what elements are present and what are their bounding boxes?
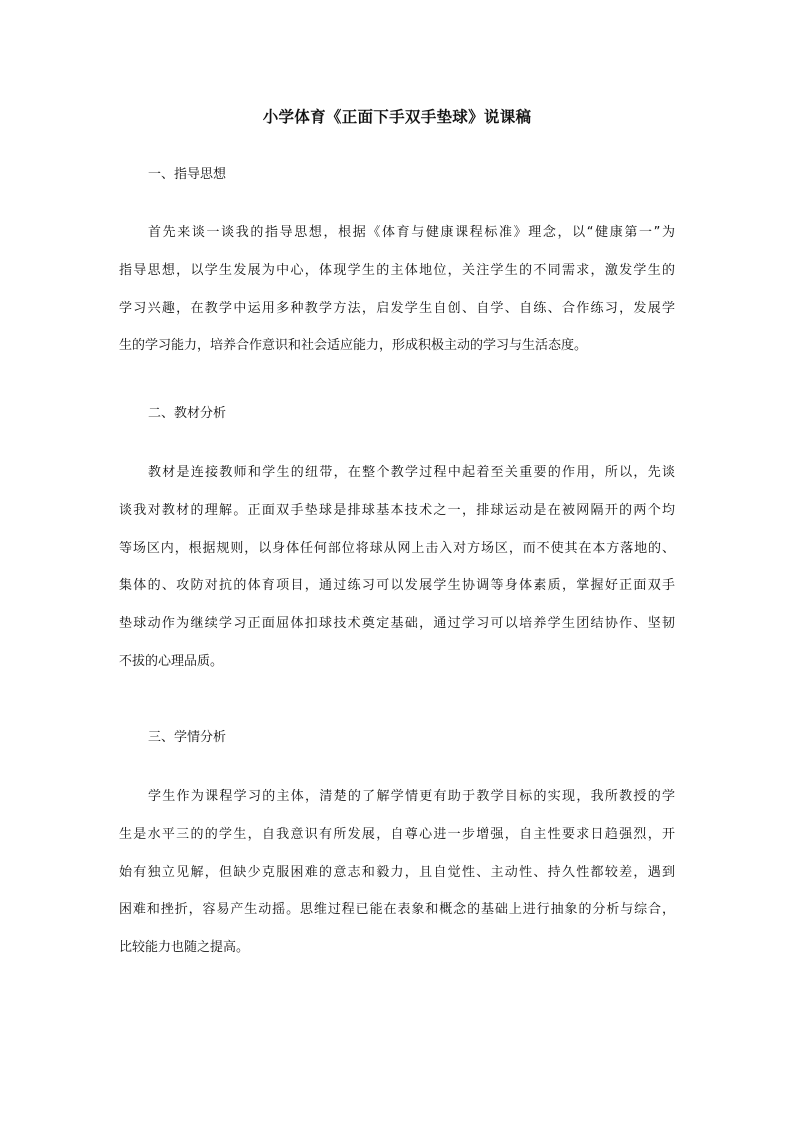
paragraph-line: 生是水平三的的学生，自我意识有所发展，自尊心进一步增强，自主性要求日趋强烈，开 xyxy=(119,826,675,842)
paragraph-line: 始有独立见解，但缺少克服困难的意志和毅力，且自觉性、主动性、持久性都较差，遇到 xyxy=(119,864,675,880)
paragraph-line: 垫球动作为继续学习正面屈体扣球技术奠定基础，通过学习可以培养学生团结协作、坚韧 xyxy=(119,616,675,632)
paragraph-line: 谈我对教材的理解。正面双手垫球是排球基本技术之一，排球运动是在被网隔开的两个均 xyxy=(119,502,675,518)
section-paragraph-material-analysis xyxy=(119,462,675,689)
paragraph-line: 不拔的心理品质。 xyxy=(119,653,224,669)
section-heading-guiding-ideology: 一、指导思想 xyxy=(148,167,227,182)
paragraph-line: 首先来谈一谈我的指导思想，根据《体育与健康课程标准》理念，以“健康第一”为 xyxy=(148,225,675,240)
paragraph-line: 比较能力也随之提高。 xyxy=(119,940,250,956)
paragraph-line: 集体的、攻防对抗的体育项目，通过练习可以发展学生协调等身体素质，掌握好正面双手 xyxy=(119,578,675,594)
paragraph-line: 等场区内，根据规则，以身体任何部位将球从网上击入对方场区，而不使其在本方落地的、 xyxy=(119,540,675,556)
section-heading-material-analysis: 二、教材分析 xyxy=(148,406,227,421)
paragraph-line: 生的学习能力，培养合作意识和社会适应能力，形成积极主动的学习与生活态度。 xyxy=(119,338,588,354)
section-paragraph-student-analysis xyxy=(119,786,675,975)
section-heading-student-analysis: 三、学情分析 xyxy=(148,730,227,745)
paragraph-line: 教材是连接教师和学生的纽带，在整个教学过程中起着至关重要的作用，所以，先谈 xyxy=(148,465,675,480)
paragraph-line: 学习兴趣，在教学中运用多种教学方法，启发学生自创、自学、自练、合作练习，发展学 xyxy=(119,300,675,316)
paragraph-line: 学生作为课程学习的主体，清楚的了解学情更有助于教学目标的实现，我所教授的学 xyxy=(148,789,675,804)
section-paragraph-guiding-ideology xyxy=(119,222,675,373)
document-title: 小学体育《正面下手双手垫球》说课稿 xyxy=(262,108,532,126)
paragraph-line: 指导思想，以学生发展为中心，体现学生的主体地位，关注学生的不同需求，激发学生的 xyxy=(119,262,675,278)
paragraph-line: 困难和挫折，容易产生动摇。思维过程已能在表象和概念的基础上进行抽象的分析与综合， xyxy=(119,902,675,918)
